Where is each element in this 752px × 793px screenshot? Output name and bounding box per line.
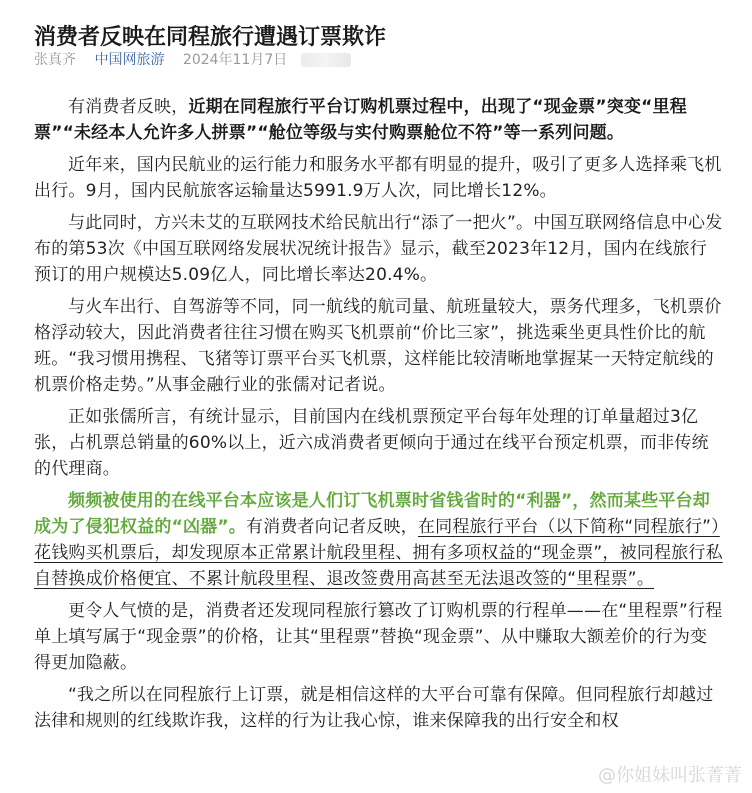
paragraph-5: 正如张儒所言，有统计显示，目前国内在线机票预定平台每年处理的订单量超过3亿张，占机票总销量的60%以上，近六成消费者更倾向于通过在线平台预定机票，而非传统的代理商。 <box>34 407 709 479</box>
paragraph-1-highlight: 近期在同程旅行平台订购机票过程中，出现了“现金票”突变“里程票”“未经本人允许多人拼票”“舱位等级与实付购票舱位不符”等一系列问题。 <box>34 97 687 143</box>
paragraph-4: 与火车出行、自驾游等不同，同一航线的航司量、航班量较大，票务代理多，飞机票价格浮动较大，因此消费者往往习惯在购买飞机票前“价比三家”，挑选乘坐更具性价比的航班。“我习惯用携程、飞猪等订票平台买飞机票，这样能比较清晰地掌握某一天特定航线的机票价格走势。”从事金融行业的张儒对记者说。 <box>34 297 722 395</box>
paragraph-7: 更令人气愤的是，消费者还发现同程旅行篡改了订购机票的行程单——在“里程票”行程单上填写属于“现金票”的价格，让其“里程票”替换“现金票”、从中赚取大额差价的行为变得更加隐蔽。 <box>34 601 723 673</box>
article-meta <box>34 50 724 70</box>
paragraph-1-intro: 有消费者反映， <box>68 97 189 117</box>
paragraph-3: 与此同时，方兴未艾的互联网技术给民航出行“添了一把火”。中国互联网络信息中心发布的第53次《中国互联网络发展状况统计报告》显示，截至2023年12月，国内在线旅行预订的用户规模达5.09亿人，同比增长率达20.4%。 <box>34 213 723 285</box>
author-name: 张真齐 <box>34 52 76 68</box>
paragraph-6 <box>34 488 724 592</box>
paragraph-6-green-emphasis: 频频被使用的在线平台本应该是人们订飞机票时省钱省时的“利器”，然而某些平台却成为了侵犯权益的“凶器”。 <box>34 491 710 537</box>
blurred-time <box>301 53 351 67</box>
article-title: 消费者反映在同程旅行遭遇订票欺诈 <box>34 24 387 50</box>
weibo-watermark: @你姐妹叫张菁菁 <box>598 765 742 786</box>
publish-date: 2024年11月7日 <box>182 52 288 68</box>
paragraph-6-underlined: 在同程旅行平台（以下简称“同程旅行”）花钱购买机票后，却发现原本正常累计航段里程、拥有多项权益的“现金票”，被同程旅行私自替换成价格便宜、不累计航段里程、退改签费用高甚至无法退改签的“里程票”。 <box>34 517 723 589</box>
paragraph-6-plain: 有消费者向记者反映， <box>245 517 418 537</box>
paragraph-8: “我之所以在同程旅行上订票，就是相信这样的大平台可靠有保障。但同程旅行却越过法律和规则的红线欺诈我，这样的行为让我心惊，谁来保障我的出行安全和权 <box>34 685 714 731</box>
paragraph-2: 近年来，国内民航业的运行能力和服务水平都有明显的提升，吸引了更多人选择乘飞机出行。9月，国内民航旅客运输量达5991.9万人次，同比增长12%。 <box>34 155 722 201</box>
paragraph-1 <box>34 94 724 146</box>
source-link[interactable]: 中国网旅游 <box>94 52 165 68</box>
article-body <box>34 94 724 740</box>
